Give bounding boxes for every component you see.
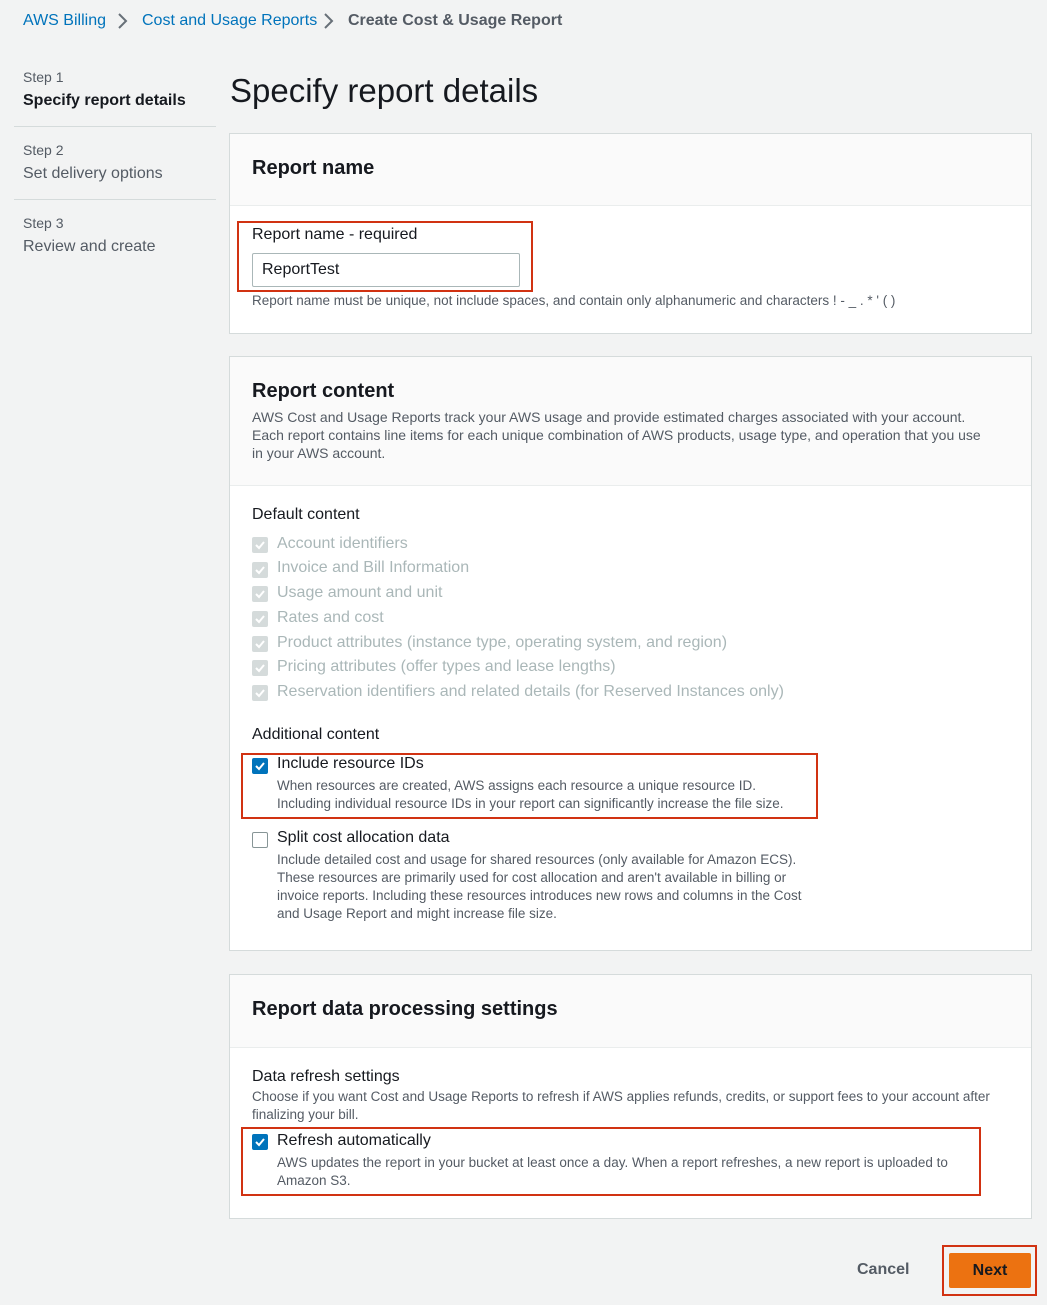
report-name-input[interactable]: ReportTest <box>252 253 520 287</box>
refresh-automatically-hint: AWS updates the report in your bucket at least once a day. When a report refreshes, a new report is uploaded to Amazon S3. <box>277 1155 948 1188</box>
default-item-label: Invoice and Bill Information <box>277 559 470 576</box>
card-header <box>230 975 1031 1048</box>
breadcrumb <box>23 10 106 32</box>
data-refresh-description: Choose if you want Cost and Usage Reports to refresh if AWS applies refunds, credits, or support fees to your account after finalizing your bill. <box>252 1089 990 1122</box>
default-item-checkbox <box>252 636 268 652</box>
card-header <box>230 357 1031 486</box>
split-cost-label[interactable]: Split cost allocation data <box>277 829 450 846</box>
report-content-heading: Report content <box>252 380 395 402</box>
step-2-label[interactable]: Set delivery options <box>23 165 163 182</box>
default-item-checkbox <box>252 537 268 553</box>
default-item-checkbox <box>252 685 268 701</box>
card-header <box>230 134 1031 206</box>
default-item-checkbox <box>252 586 268 602</box>
include-resource-ids-hint: When resources are created, AWS assigns each resource a unique resource ID. Including individual resource IDs in your report can significantly increase the file size. <box>277 778 784 811</box>
step-3-number: Step 3 <box>23 215 64 231</box>
refresh-automatically-checkbox[interactable] <box>252 1134 268 1150</box>
step-divider <box>14 126 216 127</box>
default-item-label: Product attributes (instance type, operating system, and region) <box>277 634 728 651</box>
split-cost-checkbox[interactable] <box>252 832 268 848</box>
default-item-checkbox <box>252 562 268 578</box>
report-name-heading: Report name <box>252 157 375 179</box>
breadcrumb-aws-billing[interactable]: AWS Billing <box>23 12 106 29</box>
report-name-label: Report name - required <box>252 226 418 243</box>
additional-content-label: Additional content <box>252 726 380 743</box>
step-2-number: Step 2 <box>23 142 64 158</box>
default-item-checkbox <box>252 660 268 676</box>
next-button[interactable]: Next <box>949 1253 1031 1288</box>
cancel-button[interactable]: Cancel <box>857 1261 910 1278</box>
default-item-checkbox <box>252 611 268 627</box>
default-item-label: Reservation identifiers and related details (for Reserved Instances only) <box>277 683 784 700</box>
default-content-label: Default content <box>252 506 360 523</box>
step-divider <box>14 199 216 200</box>
breadcrumb-cost-usage-reports[interactable]: Cost and Usage Reports <box>142 12 318 29</box>
breadcrumb-chevron-icon <box>116 12 128 34</box>
default-item-label: Pricing attributes (offer types and lease lengths) <box>277 658 616 675</box>
step-1-number: Step 1 <box>23 69 64 85</box>
include-resource-ids-checkbox[interactable] <box>252 758 268 774</box>
page-title: Specify report details <box>230 72 539 109</box>
default-item-label: Rates and cost <box>277 609 384 626</box>
processing-heading: Report data processing settings <box>252 998 558 1020</box>
breadcrumb-item <box>142 10 317 32</box>
step-1-label: Specify report details <box>23 92 186 109</box>
default-item-label: Account identifiers <box>277 535 408 552</box>
step-3-label[interactable]: Review and create <box>23 238 156 255</box>
split-cost-hint: Include detailed cost and usage for shared resources (only available for Amazon ECS). These resources are primarily used for cost allocation and aren't available in billing or invoice reports. Including these resources introduces new rows and columns in the Cost and Usage Report and might increase file size. <box>277 852 802 921</box>
report-content-description: AWS Cost and Usage Reports track your AWS usage and provide estimated charges associated with your account. Each report contains line items for each unique combination of AWS products, usage type, and operation that you use in your AWS account. <box>252 409 981 461</box>
include-resource-ids-label[interactable]: Include resource IDs <box>277 755 424 772</box>
default-item-label: Usage amount and unit <box>277 584 443 601</box>
report-name-hint: Report name must be unique, not include spaces, and contain only alphanumeric and characters ! - _ . * ' ( ) <box>252 293 896 308</box>
data-refresh-label: Data refresh settings <box>252 1068 400 1085</box>
breadcrumb-chevron-icon <box>322 12 334 34</box>
refresh-automatically-label[interactable]: Refresh automatically <box>277 1132 431 1149</box>
breadcrumb-current: Create Cost & Usage Report <box>348 12 563 29</box>
